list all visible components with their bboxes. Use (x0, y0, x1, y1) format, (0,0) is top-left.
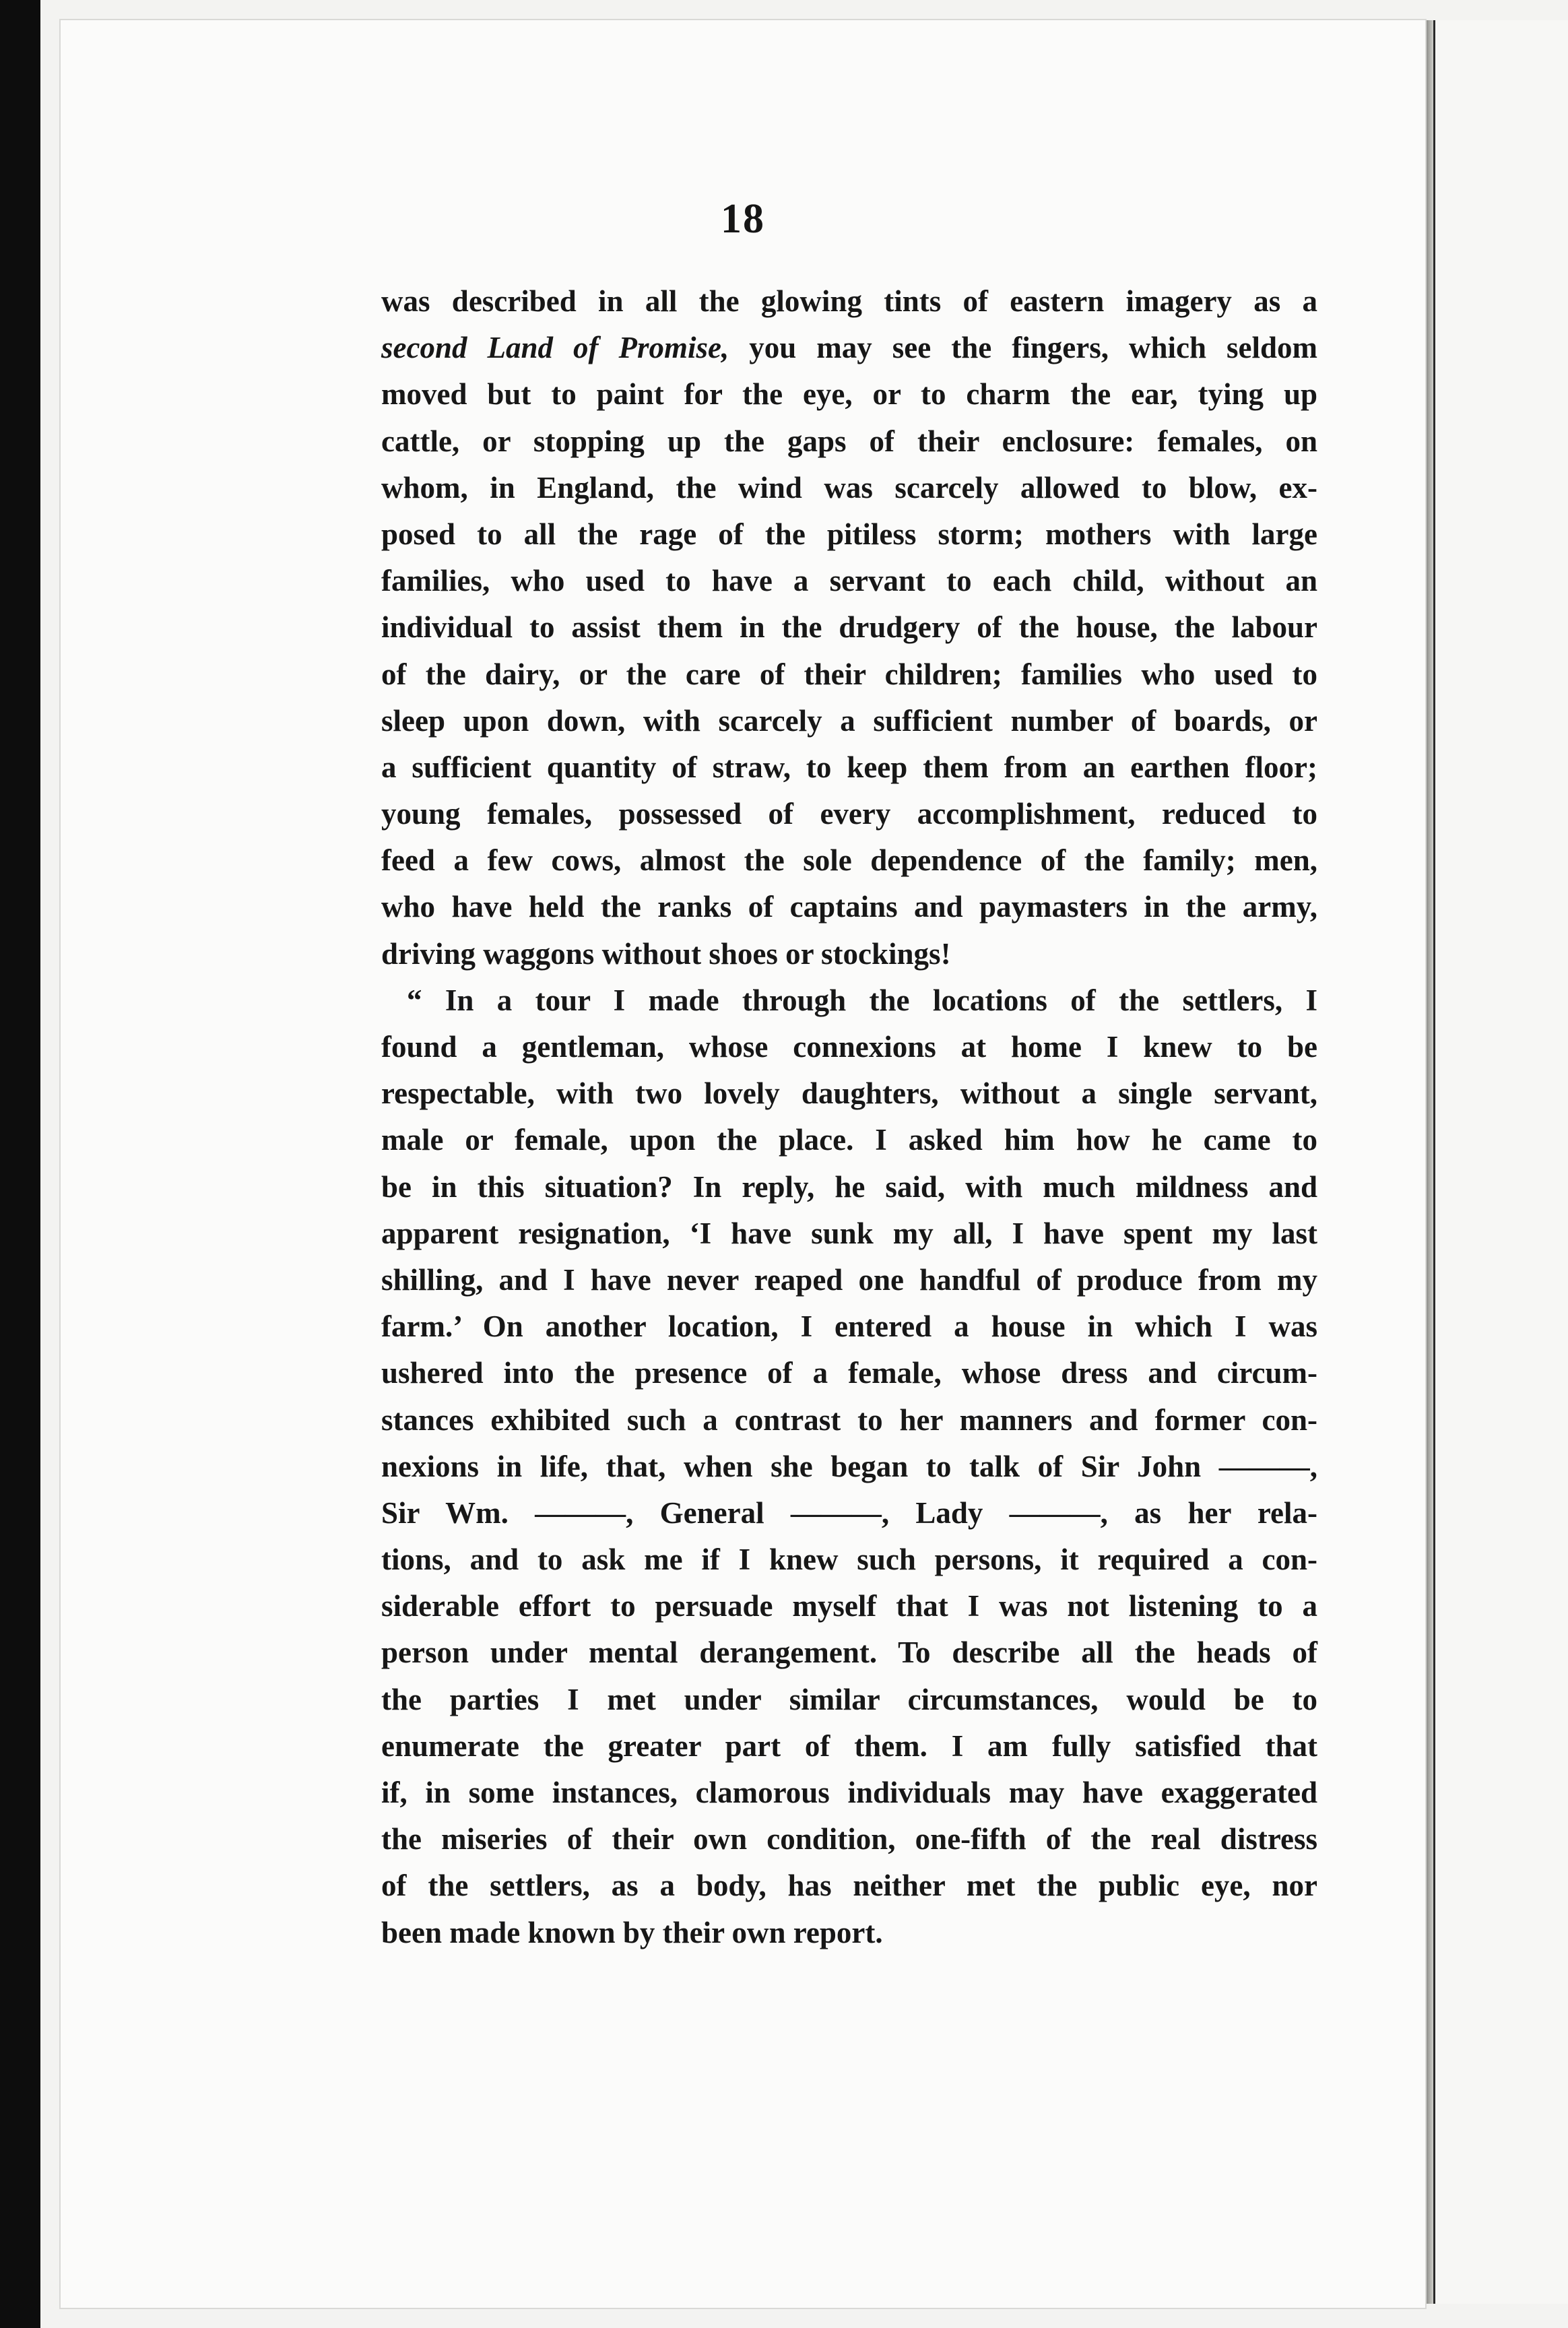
text-line: “ In a tour I made through the locations of the settlers, I (407, 983, 1317, 1017)
text-line: posed to all the rage of the pitiless storm; mothers with large (381, 517, 1317, 551)
text-line: families, who used to have a servant to each child, without an (381, 564, 1317, 598)
text-line: enumerate the greater part of them. I am fully satisfied that (381, 1728, 1317, 1763)
text-line: who have held the ranks of captains and paymasters in the army, (381, 890, 1317, 924)
text-line: the miseries of their own condition, one-fifth of the real distress (381, 1822, 1317, 1856)
text-line: farm.’ On another location, I entered a house in which I was (381, 1310, 1317, 1344)
text-line: been made known by their own report. (381, 1915, 883, 1949)
text-line: apparent resignation, ‘I have sunk my all, I have spent my last (381, 1216, 1317, 1250)
text-line: young females, possessed of every accomplishment, reduced to (381, 797, 1317, 831)
text-line: nexions in life, that, when she began to talk of Sir John ———, (381, 1449, 1317, 1483)
text-line: found a gentleman, whose connexions at home I knew to be (381, 1030, 1317, 1064)
text-line: shilling, and I have never reaped one handful of produce from my (381, 1262, 1317, 1297)
text-line: a sufficient quantity of straw, to keep them from an earthen floor; (381, 750, 1317, 784)
text-line: driving waggons without shoes or stockings! (381, 936, 951, 971)
text-line: moved but to paint for the eye, or to charm the ear, tying up (381, 377, 1317, 412)
text-line: individual to assist them in the drudgery of the house, the labour (381, 610, 1317, 645)
text-line: Sir Wm. ———, General ———, Lady ———, as her rela- (381, 1495, 1317, 1530)
text-line: feed a few cows, almost the sole dependence of the family; men, (381, 843, 1317, 878)
text-line: sleep upon down, with scarcely a sufficient number of boards, or (381, 703, 1317, 738)
text-line: of the dairy, or the care of their children; families who used to (381, 657, 1317, 691)
text-line: person under mental derangement. To describe all the heads of (381, 1636, 1317, 1670)
italic-phrase: second Land of Promise, (381, 331, 729, 365)
text-line: ushered into the presence of a female, whose dress and circum- (381, 1356, 1317, 1390)
adjacent-page (1433, 20, 1568, 2304)
text-line: male or female, upon the place. I asked him how he came to (381, 1123, 1317, 1157)
text-line: was described in all the glowing tints of eastern imagery as a (381, 284, 1317, 318)
text-line: whom, in England, the wind was scarcely allowed to blow, ex- (381, 470, 1317, 505)
text-line: second Land of Promise, you may see the fingers, which seldom (381, 331, 1317, 365)
text-line: respectable, with two lovely daughters, without a single servant, (381, 1076, 1317, 1111)
page-edge (1427, 20, 1433, 2304)
text-line: stances exhibited such a contrast to her manners and former con- (381, 1402, 1317, 1437)
text-line: the parties I met under similar circumstances, would be to (381, 1682, 1317, 1716)
text-line: be in this situation? In reply, he said, with much mildness and (381, 1169, 1317, 1204)
text-line: tions, and to ask me if I knew such persons, it required a con- (381, 1543, 1317, 1577)
text-line: cattle, or stopping up the gaps of their enclosure: females, on (381, 424, 1317, 458)
book-page (59, 19, 1427, 2309)
text-line: siderable effort to persuade myself that I was not listening to a (381, 1589, 1317, 1623)
text-line: if, in some instances, clamorous individuals may have exaggerated (381, 1776, 1317, 1809)
page-text (381, 278, 1317, 1956)
text-line: of the settlers, as a body, has neither met the public eye, nor (381, 1869, 1317, 1903)
page-number: 18 (721, 196, 765, 242)
